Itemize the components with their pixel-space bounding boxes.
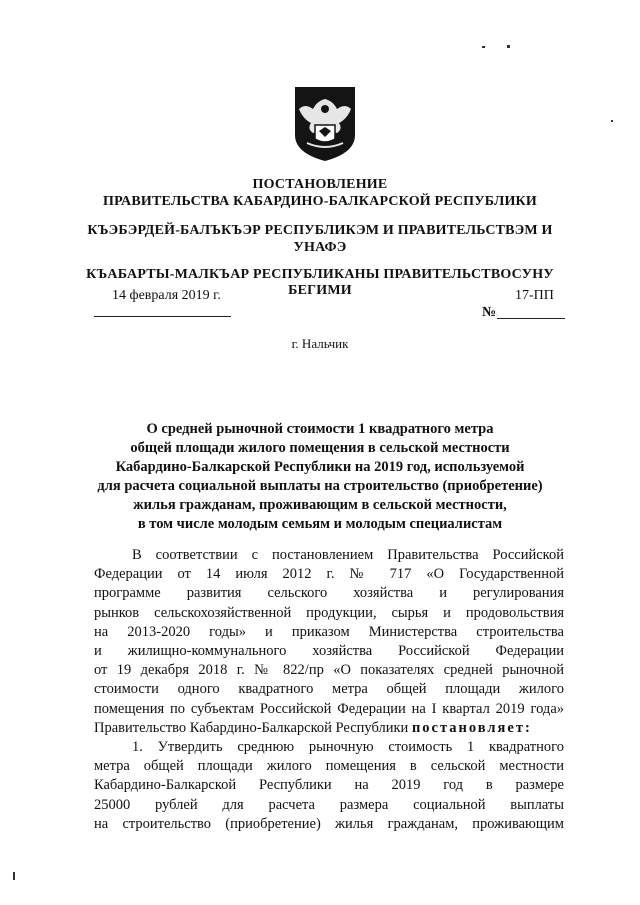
body-line: 25000 рублей для расчета размера социальной выплаты xyxy=(94,796,564,813)
document-number: 17-ПП xyxy=(515,288,554,303)
title-line: О средней рыночной стоимости 1 квадратного метра xyxy=(146,421,494,437)
title-line: для расчета социальной выплаты на строительство (приобретение) xyxy=(97,478,543,494)
body-line: Федерации от 14 июля 2012 г. № 717 «О Государственной xyxy=(94,566,564,583)
date-underline xyxy=(94,316,231,317)
body-line: и жилищно-коммунального хозяйства Российской Федерации xyxy=(94,643,564,660)
government-name-balkar-line1: КЪАБАРТЫ-МАЛКЪАР РЕСПУБЛИКАНЫ ПРАВИТЕЛЬСТВОСУНУ xyxy=(86,267,554,282)
scan-speck xyxy=(482,46,485,48)
government-name-ru: ПРАВИТЕЛЬСТВА КАБАРДИНО-БАЛКАРСКОЙ РЕСПУБЛИКИ xyxy=(102,194,538,209)
body-line: на 2013-2020 годы» и приказом Министерства строительства xyxy=(94,623,564,640)
title-line: общей площади жилого помещения в сельской местности xyxy=(130,440,510,456)
government-name-kabardian-line1: КЪЭБЭРДЕЙ-БАЛЪКЪЭР РЕСПУБЛИКЭМ И ПРАВИТЕЛЬСТВЭМ И xyxy=(87,223,553,238)
number-underline xyxy=(497,318,565,319)
government-name-kabardian-line2: УНАФЭ xyxy=(293,240,347,255)
title-line: жилья гражданам, проживающим в сельской местности, xyxy=(133,497,507,513)
body-line: программе развития сельского хозяйства и регулирования xyxy=(94,585,564,602)
body-line: от 19 декабря 2018 г. № 822/пр «О показателях средней рыночной xyxy=(94,662,564,679)
document-date: 14 февраля 2019 г. xyxy=(112,288,221,303)
title-line: Кабардино-Балкарской Республики на 2019 год, используемой xyxy=(115,459,525,475)
body-line: метра общей площади жилого помещения в сельской местности xyxy=(94,758,564,775)
resolution-body xyxy=(94,546,564,834)
body-line: 1. Утвердить среднюю рыночную стоимость 1 квадратного xyxy=(132,739,564,756)
government-name-balkar-line2: БЕГИМИ xyxy=(288,283,352,298)
number-sign: № xyxy=(482,305,497,320)
body-line: рынков сельскохозяйственной продукции, сырья и продовольствия xyxy=(94,604,564,621)
scan-speck xyxy=(611,120,613,122)
scan-speck xyxy=(507,45,510,48)
body-line: В соответствии с постановлением Правительства Российской xyxy=(132,547,564,563)
resolution-title xyxy=(60,420,580,534)
city-name: г. Нальчик xyxy=(291,336,349,351)
body-line: на строительство (приобретение) жилья гражданам, проживающим xyxy=(94,815,564,832)
scan-speck xyxy=(13,872,15,880)
body-line: Правительство Кабардино-Балкарской Республики постановляет: xyxy=(94,719,532,736)
coat-of-arms-emblem xyxy=(293,85,357,163)
document-type-title: ПОСТАНОВЛЕНИЕ xyxy=(252,177,388,192)
body-line: стоимости одного квадратного метра общей площади жилого xyxy=(94,681,564,698)
body-line: помещения по субъектам Российской Федерации на I квартал 2019 года» xyxy=(94,700,564,717)
body-line: Кабардино-Балкарской Республики на 2019 год в размере xyxy=(94,777,564,794)
title-line: в том числе молодым семьям и молодым специалистам xyxy=(137,516,503,532)
resolves-word: постановляет: xyxy=(411,719,532,736)
